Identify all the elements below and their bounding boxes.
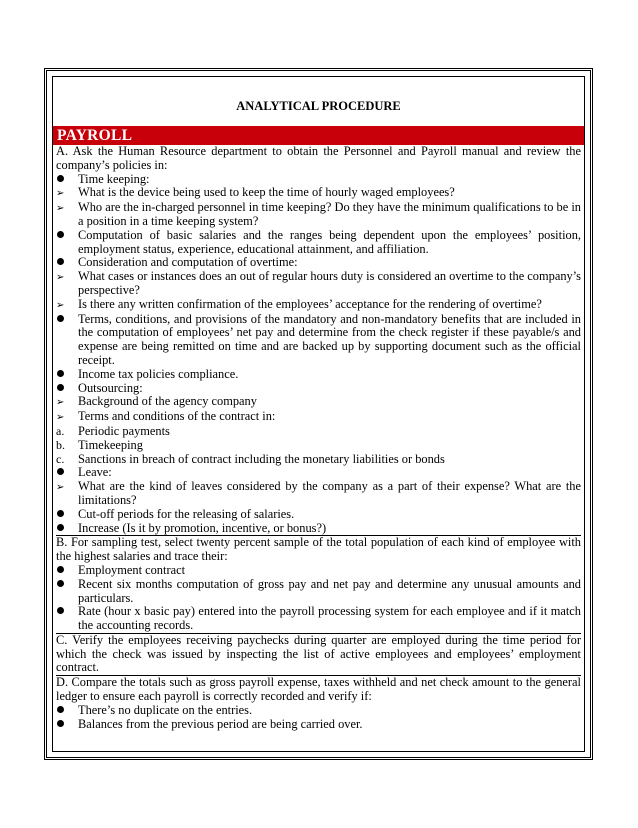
document-frame — [44, 68, 593, 760]
list-item-text: Income tax policies compliance. — [78, 366, 239, 381]
list-item — [56, 704, 581, 718]
bullet-icon — [56, 466, 78, 480]
list-letter: b. — [56, 437, 65, 452]
list-item — [56, 256, 581, 270]
list-item-text: Leave: — [78, 465, 112, 480]
list-item-text: Time keeping: — [78, 171, 150, 186]
list-item — [56, 564, 581, 578]
bullet-icon — [56, 256, 78, 270]
bullet-icon — [56, 368, 78, 382]
bullet-icon — [56, 382, 78, 396]
list-item-text: What cases or instances does an out of regular hours duty is considered an overtime to the company’s perspective? — [78, 269, 581, 297]
list-item — [56, 270, 581, 298]
bullet-icon — [56, 704, 78, 718]
list-item-text: Periodic payments — [78, 423, 170, 438]
list-item-text: Terms, conditions, and provisions of the mandatory and non-mandatory benefits that are included in the computation of employees’ net pay and determine from the check register if these payable/s and expense are being remitted on time and are backed up by supporting document such as the official receipt. — [78, 311, 581, 367]
list-item — [56, 173, 581, 187]
arrow-bullet-icon — [56, 298, 78, 313]
list-item — [56, 395, 581, 410]
list-item — [56, 298, 581, 313]
list-item — [56, 229, 581, 257]
list-item — [56, 201, 581, 229]
procedure-block — [56, 145, 581, 535]
list-item — [56, 466, 581, 480]
list-item-text: Who are the in-charged personnel in time keeping? Do they have the minimum qualifications to be in a position in a time keeping system? — [78, 200, 581, 228]
bullet-icon — [56, 313, 78, 327]
list-item — [56, 522, 581, 536]
section-header: PAYROLL — [53, 126, 584, 145]
procedure-block — [56, 675, 581, 731]
list-item-text: What are the kind of leaves considered by the company as a part of their expense? What are the limitations? — [78, 479, 581, 507]
arrow-bullet-icon — [56, 270, 78, 285]
bullet-icon — [56, 522, 78, 536]
list-item — [56, 453, 581, 467]
list-item-text: Employment contract — [78, 562, 186, 577]
list-item — [56, 382, 581, 396]
list-item-text: Computation of basic salaries and the ranges being dependent upon the employees’ position, employment status, experience, educational attainment, and affiliation. — [78, 227, 581, 256]
list-item-text: Consideration and computation of overtime: — [78, 255, 298, 270]
document-title: ANALYTICAL PROCEDURE — [236, 99, 401, 113]
procedure-block — [56, 633, 581, 675]
block-intro: C. Verify the employees receiving paychecks during quarter are employed during the time period for which the check was issued by inspecting the list of active employees and employees’ employment contract. — [56, 632, 581, 675]
arrow-bullet-icon — [56, 480, 78, 495]
list-item-text: Is there any written confirmation of the employees’ acceptance for the rendering of overtime? — [78, 296, 542, 311]
list-item-text: Background of the agency company — [78, 394, 257, 409]
procedure-content — [56, 145, 581, 731]
list-item — [56, 313, 581, 368]
list-item — [56, 186, 581, 201]
arrow-bullet-icon — [56, 201, 78, 216]
procedure-block — [56, 535, 581, 633]
list-item-text: Increase (Is it by promotion, incentive, or bonus?) — [78, 520, 327, 535]
list-item — [56, 439, 581, 453]
list-item — [56, 425, 581, 439]
document-inner-frame — [52, 76, 585, 752]
list-item — [56, 480, 581, 508]
list-item-text: Cut-off periods for the releasing of salaries. — [78, 506, 295, 521]
bullet-icon — [56, 605, 78, 619]
bullet-icon — [56, 564, 78, 578]
block-intro: A. Ask the Human Resource department to obtain the Personnel and Payroll manual and review the company’s policies in: — [56, 144, 581, 172]
block-intro: D. Compare the totals such as gross payroll expense, taxes withheld and net check amount to the general ledger to ensure each payroll is correctly recorded and verify if: — [56, 675, 581, 704]
list-item-text: Sanctions in breach of contract including the monetary liabilities or bonds — [78, 451, 445, 466]
bullet-icon — [56, 578, 78, 592]
list-item-text: What is the device being used to keep the time of hourly waged employees? — [78, 185, 455, 200]
list-item-text: Rate (hour x basic pay) entered into the payroll processing system for each employee and if it match the accounting records. — [78, 604, 581, 633]
bullet-icon — [56, 173, 78, 187]
bullet-icon — [56, 229, 78, 243]
arrow-bullet-icon — [56, 410, 78, 425]
block-intro: B. For sampling test, select twenty percent sample of the total population of each kind of employee with the highest salaries and trace their: — [56, 535, 581, 564]
list-item-text: Timekeeping — [78, 437, 143, 452]
bullet-icon — [56, 508, 78, 522]
list-item — [56, 605, 581, 633]
list-letter: a. — [56, 423, 65, 438]
arrow-bullet-icon — [56, 395, 78, 410]
list-item — [56, 718, 581, 732]
list-item — [56, 578, 581, 606]
list-item — [56, 508, 581, 522]
list-item — [56, 410, 581, 425]
bullet-icon — [56, 718, 78, 732]
list-item-text: Recent six months computation of gross pay and net pay and determine any unusual amounts and particulars. — [78, 576, 581, 605]
list-letter: c. — [56, 451, 65, 466]
list-item-text: There’s no duplicate on the entries. — [78, 702, 253, 717]
list-item-text: Terms and conditions of the contract in: — [78, 409, 276, 424]
arrow-bullet-icon — [56, 186, 78, 201]
list-item-text: Outsourcing: — [78, 380, 143, 395]
list-item — [56, 368, 581, 382]
list-item-text: Balances from the previous period are being carried over. — [78, 716, 363, 731]
